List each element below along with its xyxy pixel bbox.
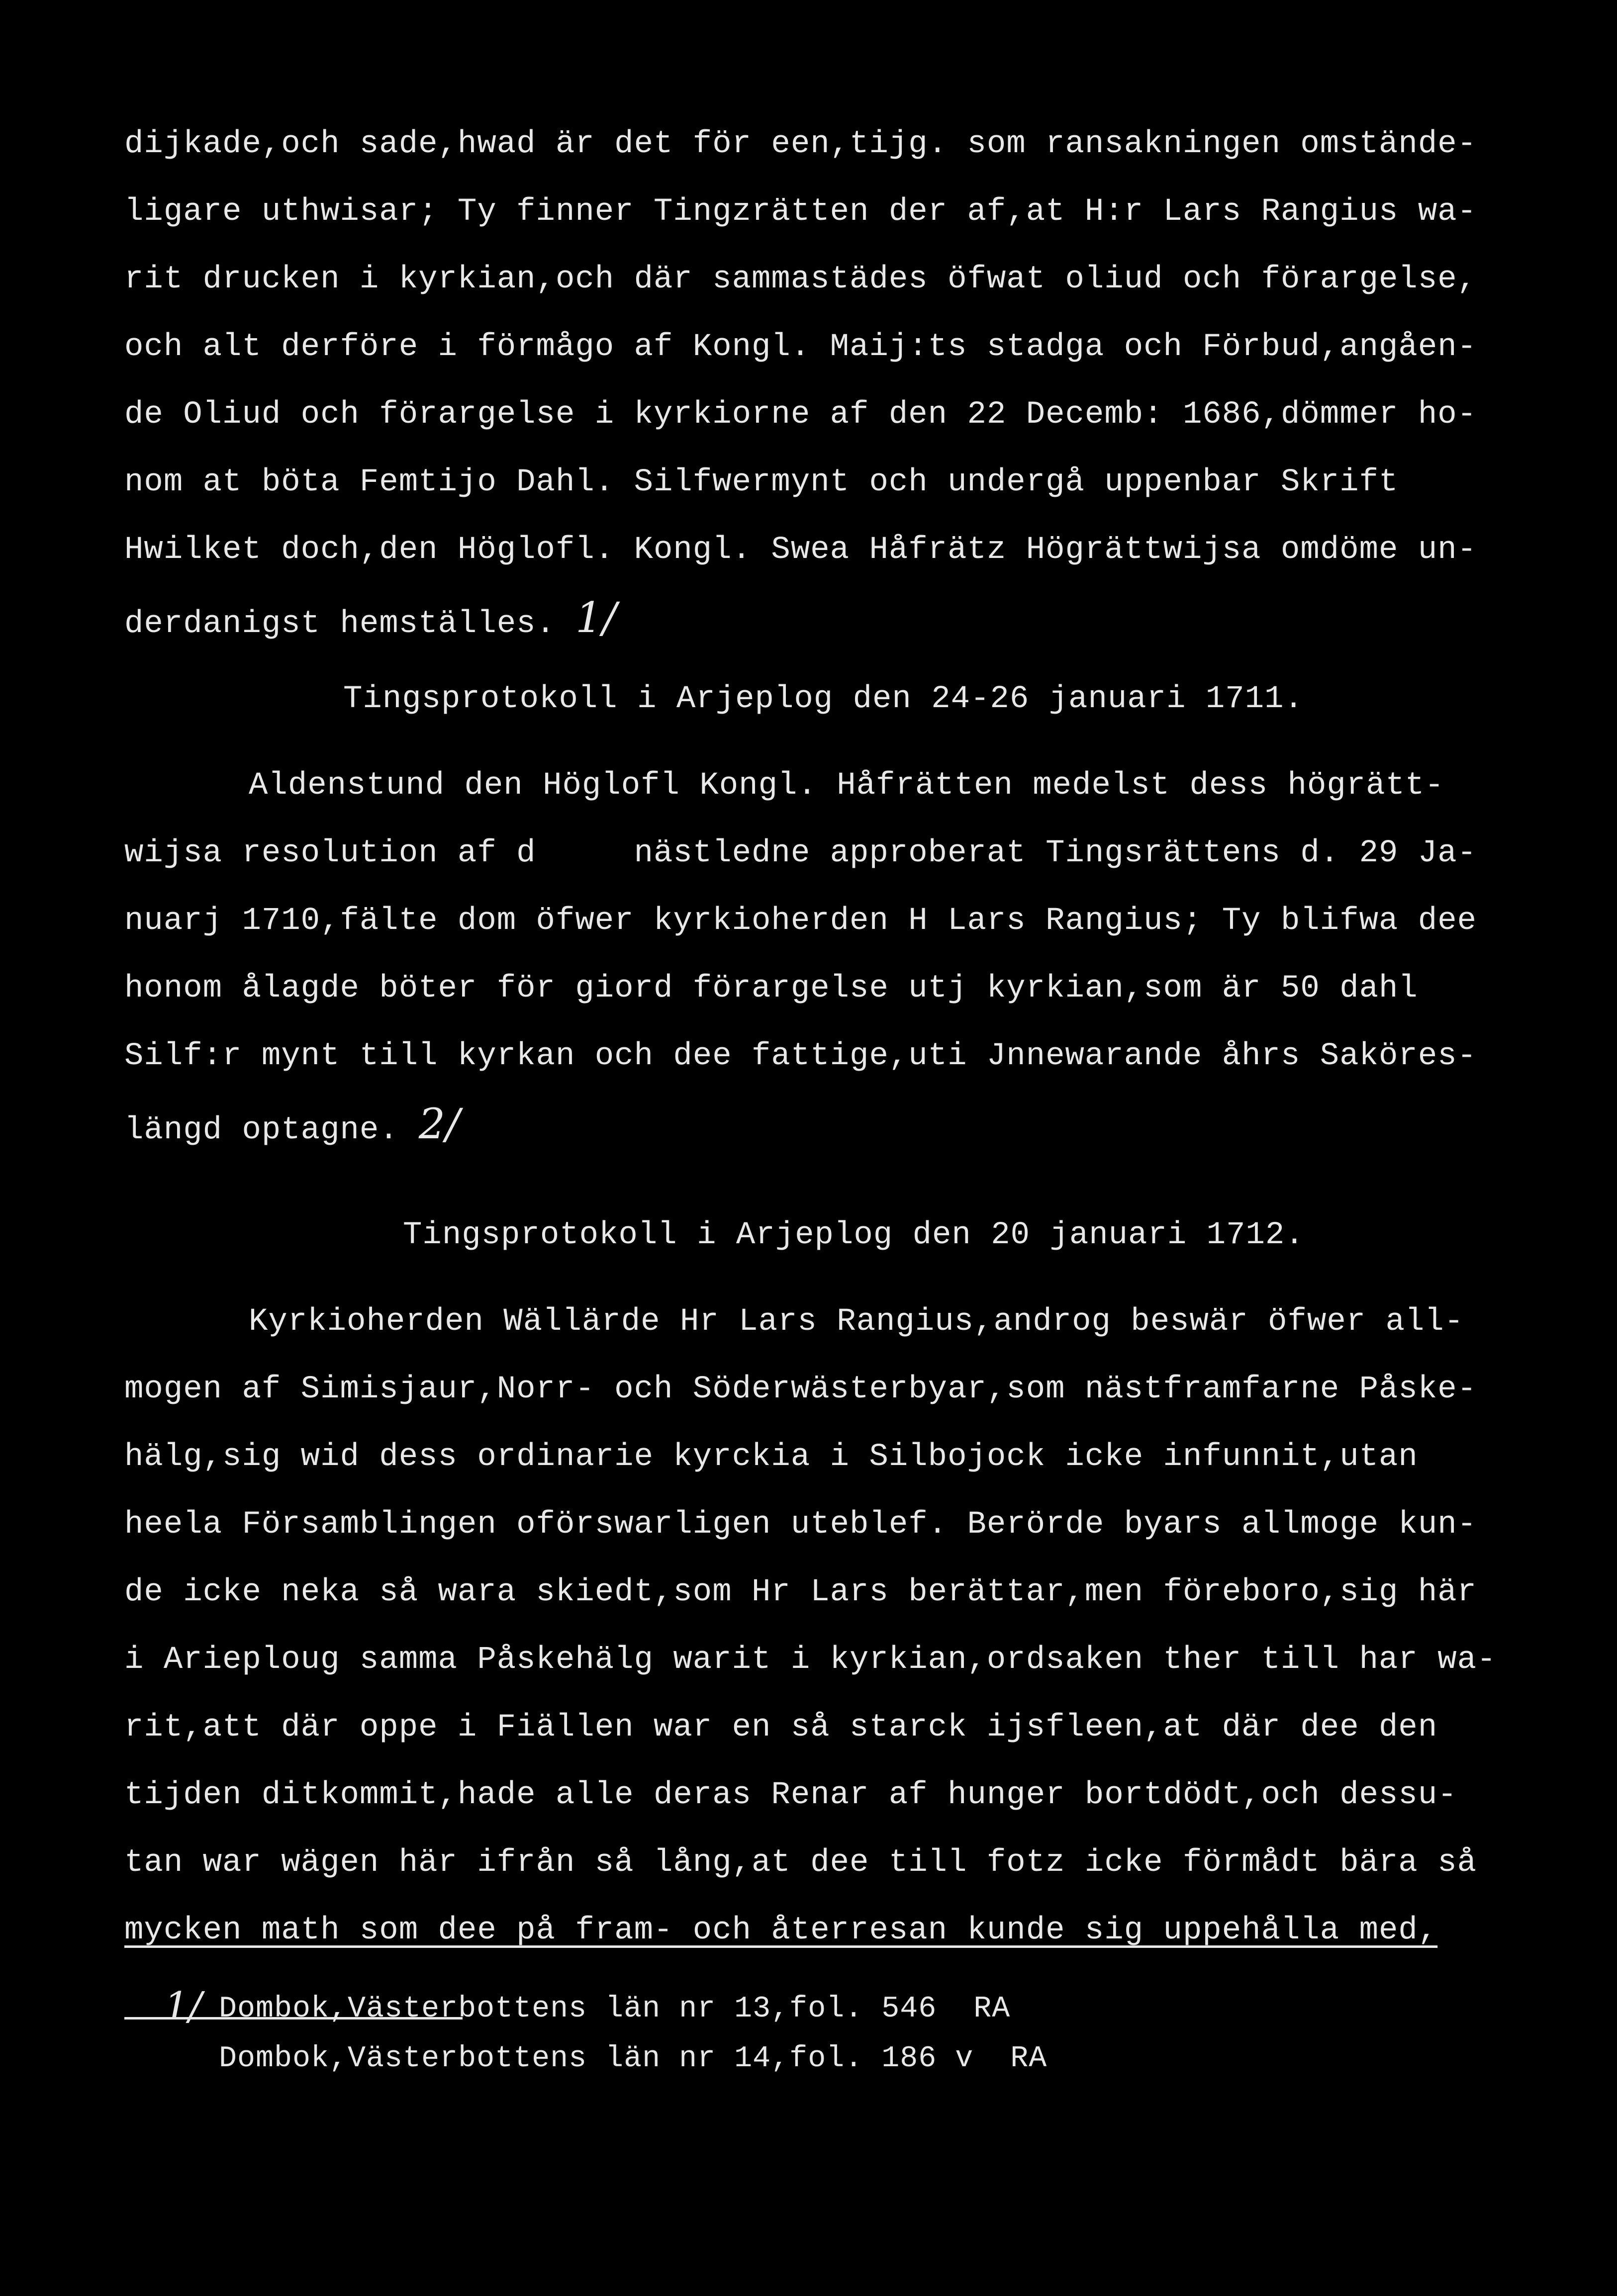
- text-line: tan war wägen här ifrån så lång,at dee till fotz icke förmådt bära så: [124, 1845, 1477, 1881]
- footnote-2: Dombok,Västerbottens län nr 14,fol. 186 v RA: [219, 2042, 1047, 2076]
- text-line-end: derdanigst hemställes.: [124, 606, 556, 642]
- text-line: och alt derföre i förmågo af Kongl. Maij:ts stadga och Förbud,angåen-: [124, 329, 1477, 365]
- text-line: nom at böta Femtijo Dahl. Silfwermynt och undergå uppenbar Skrift: [124, 464, 1399, 500]
- text-line: Silf:r mynt till kyrkan och dee fattige,uti Jnnewarande åhrs Saköres-: [124, 1038, 1477, 1074]
- text-line: hälg,sig wid dess ordinarie kyrckia i Silbojock icke infunnit,utan: [124, 1439, 1418, 1475]
- text-line: mogen af Simisjaur,Norr- och Söderwästerbyar,som nästframfarne Påske-: [124, 1372, 1477, 1407]
- text-line: heela Församblingen oförswarligen uteblef. Berörde byars allmoge kun-: [124, 1507, 1477, 1543]
- text-line: ligare uthwisar; Ty finner Tingzrätten der af,at H:r Lars Rangius wa-: [124, 194, 1477, 230]
- footnote-1: Dombok,Västerbottens län nr 13,fol. 546 RA: [219, 1992, 1011, 2026]
- text-line: wijsa resolution af d nästledne approberat Tingsrättens d. 29 Ja-: [124, 835, 1477, 871]
- footnote-mark: 1/: [164, 1984, 202, 2029]
- protocol-heading-1711: Tingsprotokoll i Arjeplog den 24-26 januari 1711.: [343, 681, 1304, 717]
- text-line: rit,att där oppe i Fiällen war en så starck ijsfleen,at där dee den: [124, 1710, 1438, 1745]
- text-line: [124, 584, 1497, 651]
- text-line: rit drucken i kyrkian,och där sammastädes öfwat oliud och förargelse,: [124, 262, 1477, 297]
- text-line: Kyrkioherden Wällärde Hr Lars Rangius,androg beswär öfwer all-: [249, 1304, 1464, 1340]
- text-line: Hwilket doch,den Höglofl. Kongl. Swea Håfrätz Högrättwijsa omdöme un-: [124, 532, 1477, 568]
- text-line: tijden ditkommit,hade alle deras Renar af hunger bortdödt,och dessu-: [124, 1777, 1457, 1813]
- text-line: de icke neka så wara skiedt,som Hr Lars berättar,men föreboro,sig här: [124, 1574, 1477, 1610]
- text-line: dijkade,och sade,hwad är det för een,tijg. som ransakningen omstände-: [124, 126, 1477, 162]
- text-line-end: längd optagne.: [124, 1112, 399, 1148]
- section-1: [124, 110, 1497, 651]
- footnote-ref-1: 1/: [575, 593, 617, 642]
- text-line: Aldenstund den Höglofl Kongl. Håfrätten medelst dess högrätt-: [249, 768, 1444, 804]
- text-line: de Oliud och förargelse i kyrkiorne af den 22 Decemb: 1686,dömmer ho-: [124, 397, 1477, 433]
- text-line: i Arieploug samma Påskehälg warit i kyrkian,ordsaken ther till har wa-: [124, 1642, 1497, 1678]
- footnote-ref-2: 2/: [418, 1100, 461, 1148]
- section-2: [124, 752, 1497, 1158]
- text-line: [124, 1090, 1497, 1158]
- section-3: [124, 1288, 1497, 1964]
- text-line: mycken math som dee på fram- och återresan kunde sig uppehålla med,: [124, 1913, 1438, 1948]
- text-line: nuarj 1710,fälte dom öfwer kyrkioherden H Lars Rangius; Ty blifwa dee: [124, 903, 1477, 939]
- protocol-heading-1712: Tingsprotokoll i Arjeplog den 20 januari 1712.: [403, 1217, 1305, 1253]
- text-line: honom ålagde böter för giord förargelse utj kyrkian,som är 50 dahl: [124, 971, 1418, 1007]
